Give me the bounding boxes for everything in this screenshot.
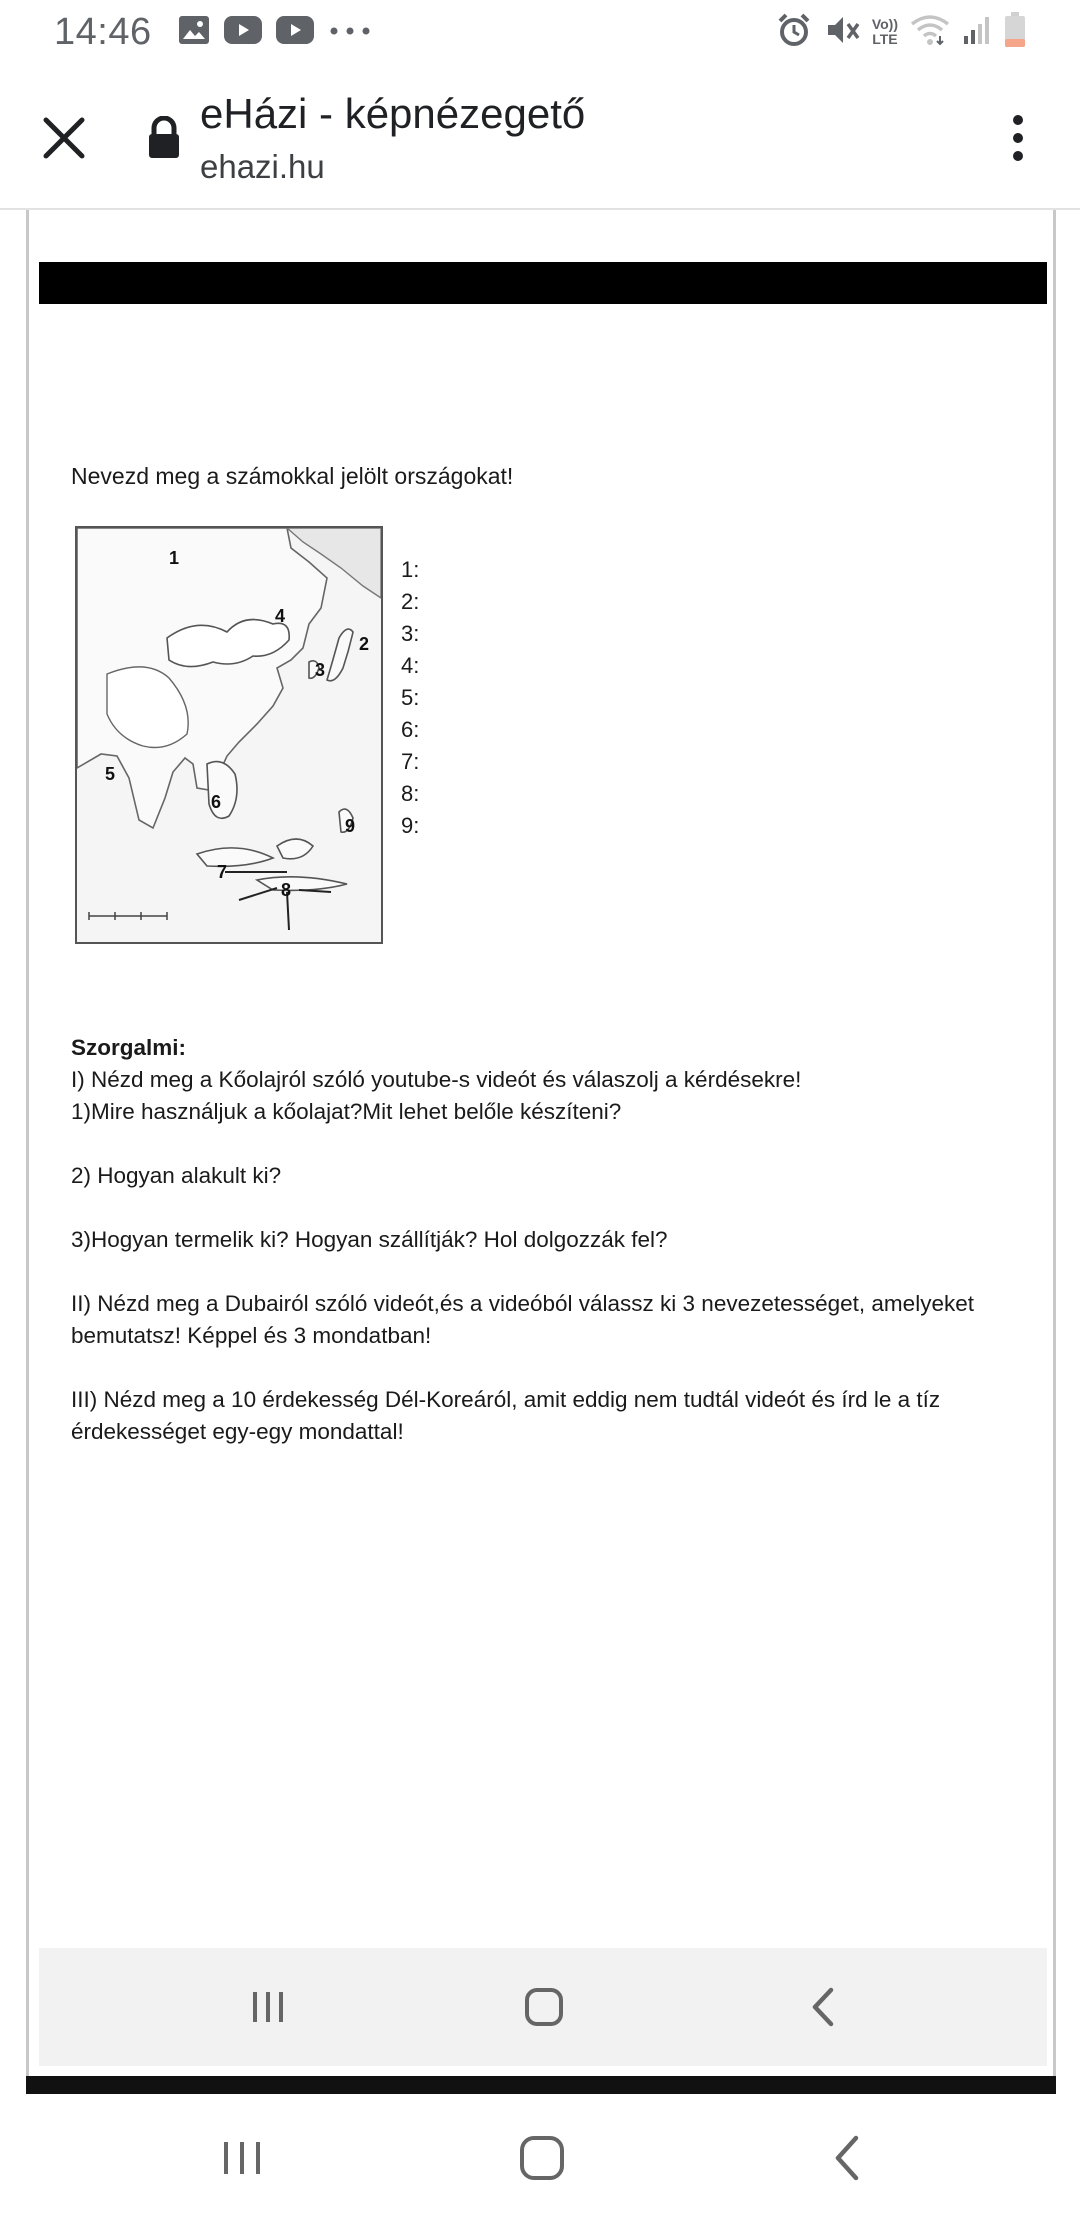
answer-line: 1: bbox=[401, 557, 420, 582]
answer-line: 9: bbox=[401, 813, 420, 838]
image-bottom-edge bbox=[26, 2076, 1056, 2094]
answer-line: 6: bbox=[401, 717, 420, 742]
home-icon bbox=[519, 1982, 569, 2032]
map-label-5: 5 bbox=[105, 764, 116, 784]
gallery-icon bbox=[178, 15, 210, 50]
youtube-icon bbox=[276, 16, 314, 49]
task-line: 3)Hogyan termelik ki? Hogyan szállítják? Hol dolgozzák fel? bbox=[71, 1227, 668, 1252]
back-button[interactable] bbox=[820, 2130, 876, 2186]
map-label-1: 1 bbox=[169, 548, 180, 568]
wifi-icon bbox=[910, 14, 950, 51]
task-line: bemutatsz! Képpel és 3 mondatban! bbox=[71, 1323, 432, 1348]
task-line: érdekességet egy-egy mondattal! bbox=[71, 1419, 404, 1444]
spacer bbox=[71, 1352, 1051, 1384]
alarm-icon bbox=[776, 12, 812, 53]
custom-tab-toolbar bbox=[0, 64, 1080, 210]
extra-tasks bbox=[71, 1032, 1051, 1448]
task-line: III) Nézd meg a 10 érdekesség Dél-Koreáról, amit eddig nem tudtál videót és írd le a tíz bbox=[71, 1387, 941, 1412]
answer-line: 8: bbox=[401, 781, 420, 806]
home-button[interactable] bbox=[514, 2130, 570, 2186]
task-line: II) Nézd meg a Dubairól szóló videót,és a videóból válassz ki 3 nevezetességet, amelyeket bbox=[71, 1291, 974, 1316]
answer-line: 7: bbox=[401, 749, 420, 774]
answer-list bbox=[401, 554, 419, 842]
status-bar bbox=[0, 0, 1080, 64]
spacer bbox=[71, 1256, 1051, 1288]
tasks-title: Szorgalmi: bbox=[71, 1035, 187, 1060]
volte-top-text: Vo)) bbox=[871, 16, 898, 32]
page-title: eHázi - képnézegető bbox=[200, 90, 586, 137]
more-options-button[interactable] bbox=[1000, 110, 1036, 166]
task-line: 2) Hogyan alakult ki? bbox=[71, 1163, 282, 1188]
map-label-9: 9 bbox=[345, 816, 356, 836]
recents-icon bbox=[243, 1982, 293, 2032]
map-label-7: 7 bbox=[217, 862, 228, 882]
system-navigation-bar bbox=[0, 2094, 1080, 2220]
more-dots-icon bbox=[328, 23, 372, 41]
status-time: 14:46 bbox=[54, 10, 152, 53]
map-label-3: 3 bbox=[315, 660, 326, 680]
answer-line: 2: bbox=[401, 589, 420, 614]
spacer bbox=[71, 1128, 1051, 1160]
map-label-2: 2 bbox=[359, 634, 370, 654]
task-line: I) Nézd meg a Kőolajról szóló youtube-s videót és válaszolj a kérdésekre! bbox=[71, 1067, 802, 1092]
map-label-8: 8 bbox=[281, 880, 292, 900]
document-image bbox=[26, 210, 1056, 2094]
page-domain: ehazi.hu bbox=[200, 148, 325, 185]
answer-line: 5: bbox=[401, 685, 420, 710]
mute-icon bbox=[824, 12, 860, 53]
back-icon bbox=[799, 1982, 849, 2032]
map-label-6: 6 bbox=[211, 792, 222, 812]
asia-map bbox=[75, 526, 383, 944]
recents-button[interactable] bbox=[214, 2130, 270, 2186]
volte-bottom-text: LTE bbox=[872, 31, 898, 47]
notification-icons bbox=[178, 15, 372, 50]
image-viewer[interactable] bbox=[0, 210, 1080, 2094]
answer-line: 4: bbox=[401, 653, 420, 678]
home-icon bbox=[514, 2130, 570, 2186]
recents-icon bbox=[214, 2130, 270, 2186]
exercise-heading: Nevezd meg a számokkal jelölt országokat! bbox=[71, 463, 514, 489]
map-label-4: 4 bbox=[275, 606, 286, 626]
volte-icon bbox=[872, 17, 898, 47]
more-vert-icon bbox=[1000, 110, 1036, 166]
answer-line: 3: bbox=[401, 621, 420, 646]
close-icon bbox=[38, 112, 90, 164]
system-status-icons bbox=[776, 12, 1026, 53]
task-line: 1)Mire használjuk a kőolajat?Mit lehet belőle készíteni? bbox=[71, 1099, 622, 1124]
spacer bbox=[71, 1192, 1051, 1224]
lock-icon[interactable] bbox=[146, 116, 182, 160]
battery-icon bbox=[1004, 12, 1026, 53]
back-icon bbox=[820, 2130, 876, 2186]
signal-icon bbox=[962, 14, 992, 51]
close-button[interactable] bbox=[38, 112, 90, 164]
redaction-bar bbox=[39, 262, 1047, 304]
captured-nav-bar bbox=[39, 1948, 1047, 2066]
youtube-icon bbox=[224, 16, 262, 49]
